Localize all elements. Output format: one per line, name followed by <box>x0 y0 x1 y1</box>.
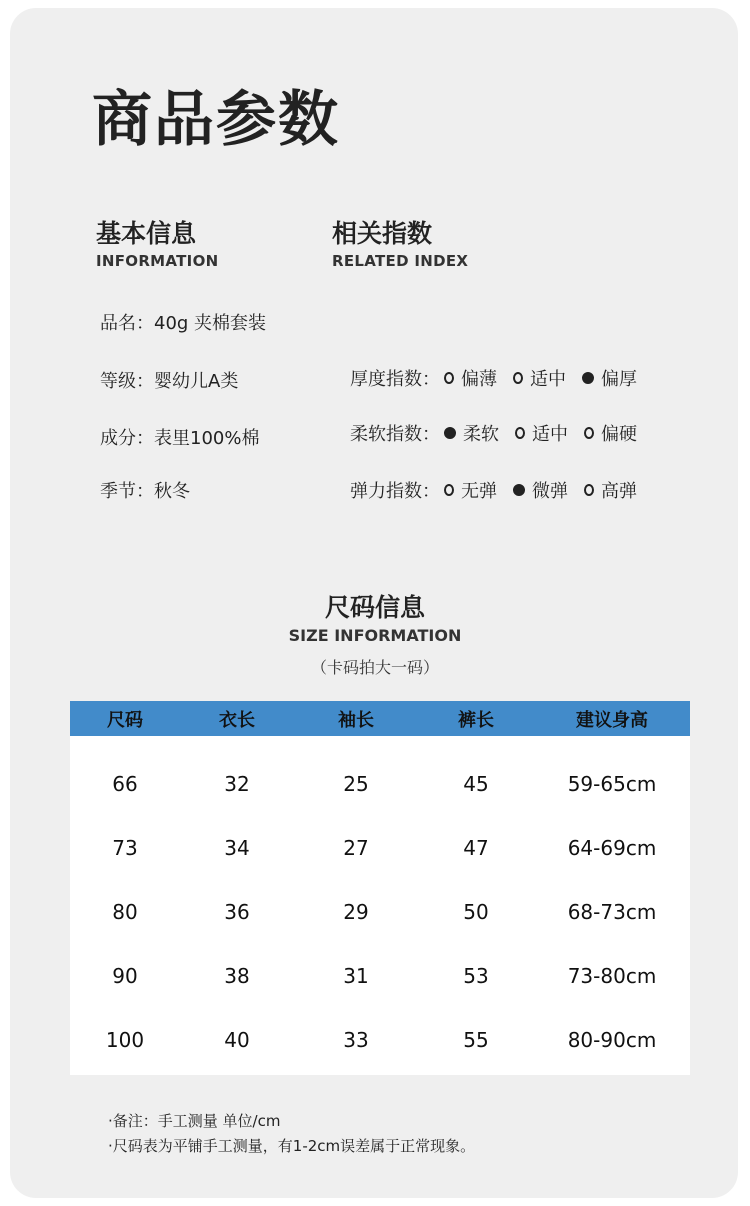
table-cell: 90 <box>112 964 138 988</box>
selected-dot-icon <box>513 484 525 496</box>
page-title: 商品参数 <box>92 85 340 155</box>
info-label: 等级： <box>100 371 154 392</box>
index-row-elasticity <box>350 477 637 503</box>
footnote-tolerance: ·尺码表为平铺手工测量，有1-2cm误差属于正常现象。 <box>108 1137 476 1155</box>
table-cell: 50 <box>463 900 489 924</box>
column-header: 尺码 <box>107 709 143 731</box>
table-row <box>70 880 690 944</box>
table-cell: 100 <box>105 1028 145 1052</box>
unselected-circle-icon <box>444 484 454 496</box>
index-option-selected: 柔软 <box>444 420 499 446</box>
index-option: 适中 <box>515 420 568 446</box>
table-cell: 34 <box>224 836 250 860</box>
info-value: 表里100%棉 <box>154 428 260 449</box>
info-label: 成分： <box>100 428 154 449</box>
table-cell: 29 <box>343 900 369 924</box>
unselected-circle-icon <box>515 427 525 439</box>
info-item-grade <box>100 367 238 393</box>
table-row <box>70 816 690 880</box>
size-info-title: 尺码信息 <box>324 593 425 622</box>
size-info-note: （卡码拍大一码） <box>310 658 439 677</box>
info-value: 婴幼儿A类 <box>154 371 239 392</box>
index-option: 无弹 <box>444 477 497 503</box>
table-cell: 33 <box>343 1028 369 1052</box>
related-index-title: 相关指数 <box>332 219 433 248</box>
table-cell: 59-65cm <box>567 772 657 796</box>
info-item-composition <box>100 424 259 450</box>
table-cell: 80 <box>112 900 138 924</box>
column-header: 袖长 <box>338 709 374 731</box>
index-option: 适中 <box>513 365 566 391</box>
index-option: 偏薄 <box>444 365 497 391</box>
table-cell: 38 <box>224 964 250 988</box>
unselected-circle-icon <box>513 372 523 384</box>
table-cell: 55 <box>463 1028 489 1052</box>
selected-dot-icon <box>444 427 456 439</box>
index-label: 弹力指数： <box>350 481 440 502</box>
info-label: 季节： <box>100 481 154 502</box>
table-row <box>70 1008 690 1072</box>
table-cell: 32 <box>224 772 250 796</box>
index-row-thickness <box>350 365 637 391</box>
unselected-circle-icon <box>584 484 594 496</box>
table-cell: 53 <box>463 964 489 988</box>
index-label: 厚度指数： <box>350 369 440 390</box>
table-cell: 25 <box>343 772 369 796</box>
table-cell: 66 <box>112 772 138 796</box>
basic-info-title: 基本信息 <box>96 219 197 248</box>
index-option-selected: 微弹 <box>513 477 568 503</box>
unselected-circle-icon <box>584 427 594 439</box>
index-option-selected: 偏厚 <box>582 365 637 391</box>
size-table-header <box>70 701 690 736</box>
table-cell: 80-90cm <box>567 1028 657 1052</box>
table-cell: 31 <box>343 964 369 988</box>
info-value: 秋冬 <box>154 481 190 502</box>
table-cell: 64-69cm <box>567 836 657 860</box>
unselected-circle-icon <box>444 372 454 384</box>
info-item-name <box>100 309 266 335</box>
selected-dot-icon <box>582 372 594 384</box>
size-info-subtitle: SIZE INFORMATION <box>288 626 462 645</box>
table-cell: 45 <box>463 772 489 796</box>
footnote-measurement: ·备注：手工测量 单位/cm <box>108 1112 281 1130</box>
column-header: 衣长 <box>219 709 255 731</box>
column-header: 建议身高 <box>576 709 648 731</box>
index-option: 高弹 <box>584 477 637 503</box>
table-cell: 36 <box>224 900 250 924</box>
table-cell: 27 <box>343 836 369 860</box>
table-cell: 73 <box>112 836 138 860</box>
index-row-softness <box>350 420 637 446</box>
info-label: 品名： <box>100 313 154 334</box>
table-row <box>70 752 690 816</box>
related-index-subtitle: RELATED INDEX <box>332 252 469 270</box>
table-cell: 73-80cm <box>567 964 657 988</box>
table-cell: 47 <box>463 836 489 860</box>
table-row <box>70 944 690 1008</box>
table-cell: 40 <box>224 1028 250 1052</box>
column-header: 裤长 <box>458 709 494 731</box>
basic-info-subtitle: INFORMATION <box>96 252 219 270</box>
index-option: 偏硬 <box>584 420 637 446</box>
info-value: 40g 夹棉套装 <box>154 313 267 334</box>
info-item-season <box>100 477 190 503</box>
index-label: 柔软指数： <box>350 424 440 445</box>
size-table <box>70 701 690 1075</box>
table-cell: 68-73cm <box>567 900 657 924</box>
